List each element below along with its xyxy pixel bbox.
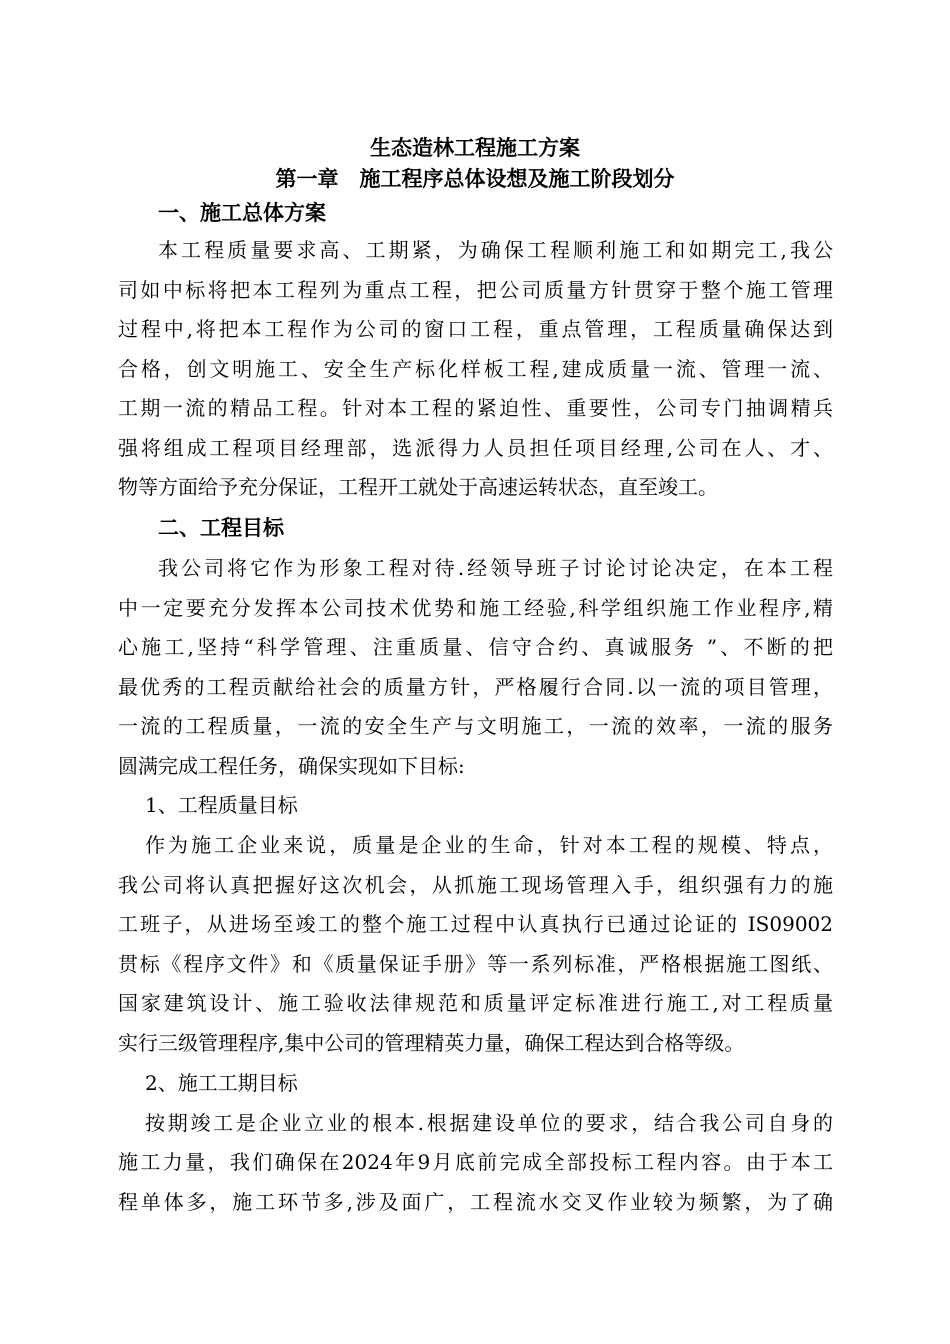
paragraph-line: 贯标《程序文件》和《质量保证手册》等一系列标准，严格根据施工图纸、 (118, 952, 833, 976)
document-title: 生态造林工程施工方案 (370, 135, 580, 160)
chapter-title: 第一章 施工程序总体设想及施工阶段划分 (275, 166, 675, 191)
paragraph-line: 中一定要充分发挥本公司技术优势和施工经验,科学组织施工作业程序,精 (118, 596, 833, 620)
paragraph-line: 作为施工企业来说，质量是企业的生命，针对本工程的规模、特点， (145, 833, 833, 857)
paragraph-line: 我公司将它作为形象工程对待.经领导班子讨论讨论决定，在本工程 (158, 556, 833, 580)
paragraph-line: 圆满完成工程任务，确保实现如下目标: (118, 754, 465, 778)
subsection-heading-schedule-goal: 2、施工工期目标 (145, 1071, 298, 1095)
paragraph-line: 工期一流的精品工程。针对本工程的紧迫性、重要性，公司专门抽调精兵 (118, 396, 833, 420)
paragraph-line: 程单体多，施工环节多,涉及面广，工程流水交叉作业较为频繁，为了确 (118, 1190, 833, 1214)
paragraph-line: 过程中,将把本工程作为公司的窗口工程，重点管理，工程质量确保达到 (118, 317, 833, 341)
paragraph-line: 本工程质量要求高、工期紧，为确保工程顺利施工和如期完工,我公 (158, 238, 833, 262)
section-heading-overall-plan: 一、施工总体方案 (158, 200, 326, 225)
paragraph-line: 强将组成工程项目经理部，选派得力人员担任项目经理,公司在人、才、 (118, 436, 833, 460)
paragraph-line: 物等方面给予充分保证，工程开工就处于高速运转状态，直至竣工。 (118, 475, 718, 499)
paragraph-line: 施工力量，我们确保在2024年9月底前完成全部投标工程内容。由于本工 (118, 1150, 833, 1174)
paragraph-line: 合格，创文明施工、安全生产标化样板工程,建成质量一流、管理一流、 (118, 357, 833, 381)
paragraph-line: 国家建筑设计、施工验收法律规范和质量评定标准进行施工,对工程质量 (118, 991, 833, 1015)
paragraph-line: 一流的工程质量，一流的安全生产与文明施工，一流的效率，一流的服务 (118, 714, 833, 738)
subsection-heading-quality-goal: 1、工程质量目标 (145, 793, 298, 817)
paragraph-line: 实行三级管理程序,集中公司的管理精英力量，确保工程达到合格等级。 (118, 1031, 745, 1055)
section-heading-project-goals: 二、工程目标 (158, 515, 284, 540)
paragraph-line: 工班子，从进场至竣工的整个施工过程中认真执行已通过论证的 IS09002 (118, 912, 833, 936)
paragraph-line: 司如中标将把本工程列为重点工程，把公司质量方针贯穿于整个施工管理 (118, 278, 833, 302)
paragraph-line: 我公司将认真把握好这次机会，从抓施工现场管理入手，组织强有力的施 (118, 873, 833, 897)
paragraph-line: 心施工,坚持“科学管理、注重质量、信守合约、真诚服务 ”、不断的把 (118, 635, 833, 659)
paragraph-line: 最优秀的工程贡献给社会的质量方针，严格履行合同.以一流的项目管理， (118, 675, 833, 699)
paragraph-line: 按期竣工是企业立业的根本.根据建设单位的要求，结合我公司自身的 (145, 1111, 833, 1135)
